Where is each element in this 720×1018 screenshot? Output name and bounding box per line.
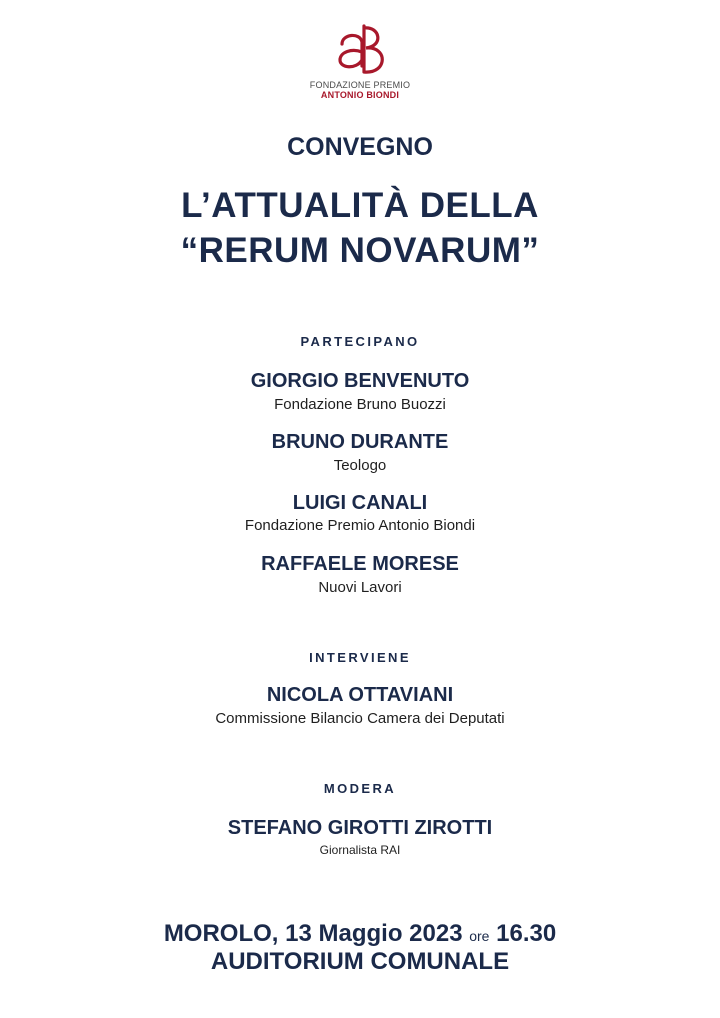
foundation-logo [322, 20, 398, 78]
participant-name: RAFFAELE MORESE [261, 553, 459, 575]
participant-role: Fondazione Bruno Buozzi [274, 396, 446, 413]
event-type: CONVEGNO [287, 133, 433, 161]
moderator-role: Giornalista RAI [319, 843, 401, 857]
intervention-heading: INTERVIENE [309, 650, 411, 665]
foundation-name-line2: ANTONIO BIONDI [320, 90, 400, 100]
participant-role: Teologo [333, 457, 387, 474]
event-place-date: MOROLO, 13 Maggio 2023 [163, 920, 463, 947]
intervention-name: NICOLA OTTAVIANI [266, 684, 454, 706]
ore-label: ore [469, 928, 490, 944]
participant-role: Nuovi Lavori [318, 579, 402, 596]
event-date-time [0, 920, 720, 948]
moderator-name: STEFANO GIROTTI ZIROTTI [227, 817, 493, 839]
event-venue: AUDITORIUM COMUNALE [210, 948, 510, 975]
participant-role: Fondazione Premio Antonio Biondi [244, 517, 476, 534]
foundation-name-line1: FONDAZIONE PREMIO [309, 80, 411, 90]
participants-heading: PARTECIPANO [300, 334, 420, 349]
participant-name: GIORGIO BENVENUTO [250, 370, 470, 392]
event-title-line1: L’ATTUALITÀ DELLA [181, 186, 539, 225]
participant-name: LUIGI CANALI [292, 492, 428, 514]
event-title-line2: “RERUM NOVARUM” [180, 231, 540, 270]
moderator-heading: MODERA [323, 781, 397, 796]
participant-name: BRUNO DURANTE [271, 431, 449, 453]
intervention-role: Commissione Bilancio Camera dei Deputati [215, 710, 505, 727]
event-time: 16.30 [496, 920, 557, 947]
